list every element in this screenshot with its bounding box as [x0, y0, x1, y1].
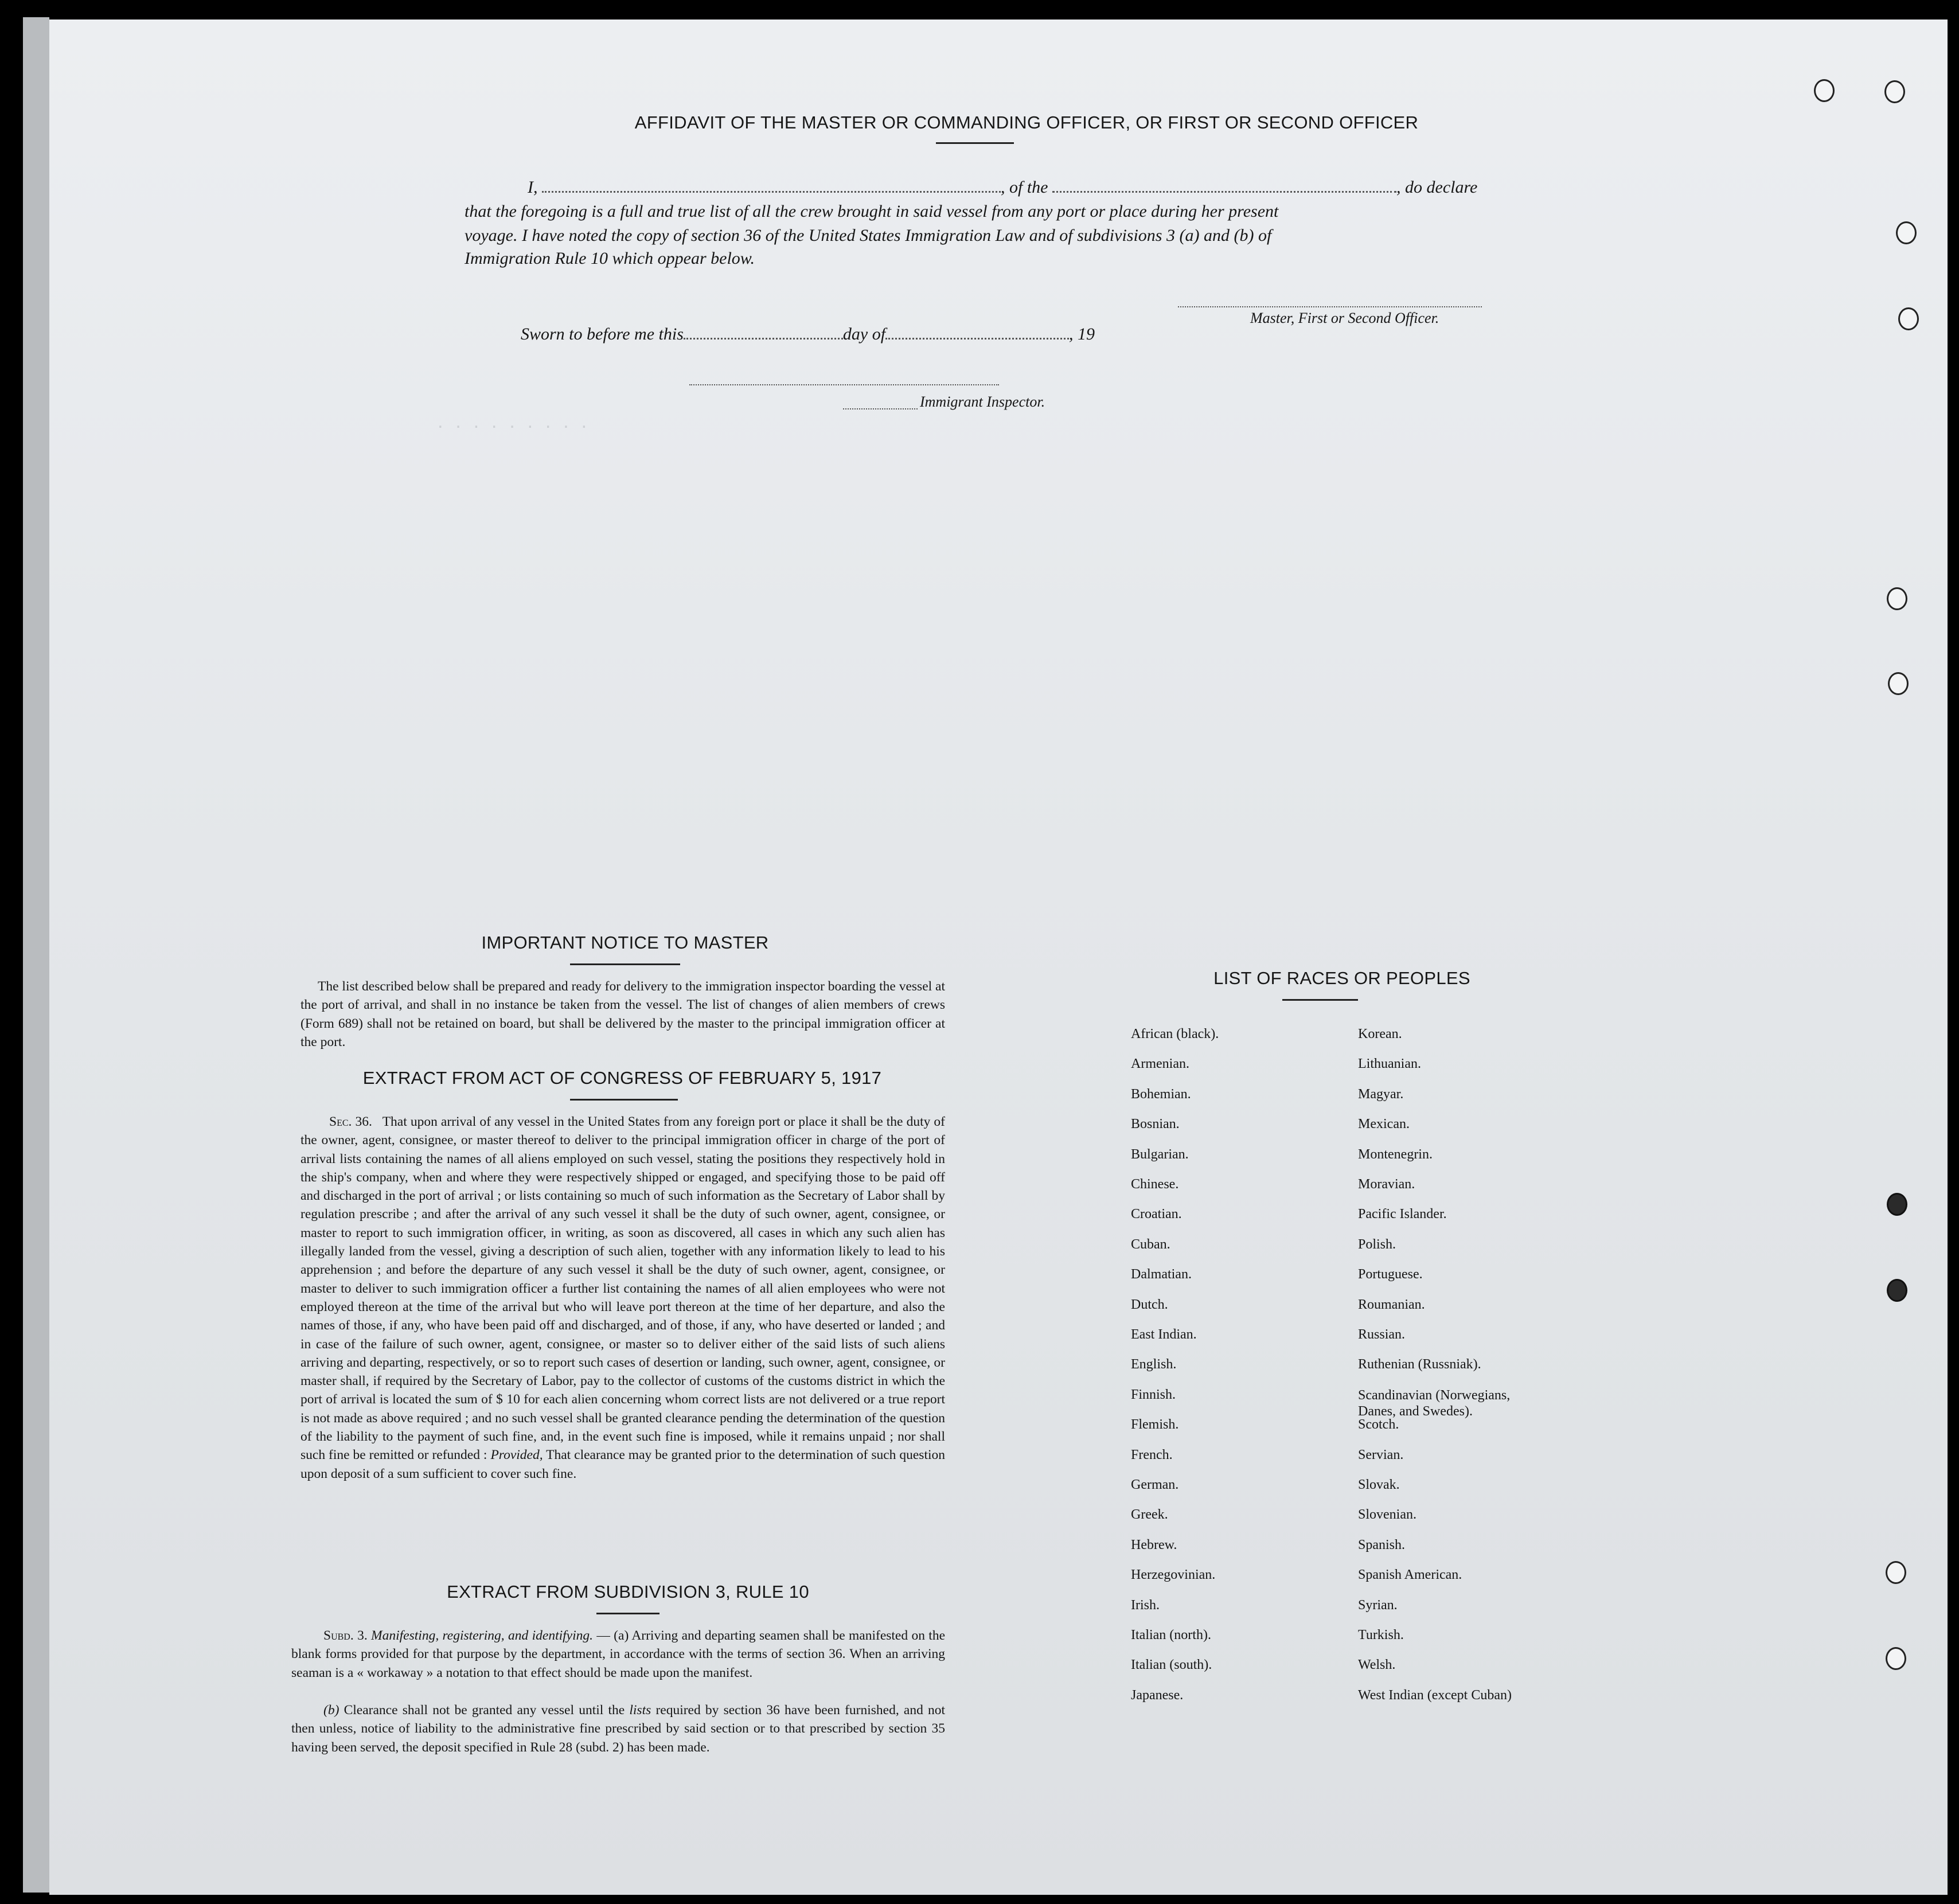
- vessel-blank: [1052, 191, 1396, 193]
- affidavit-line-3: voyage. I have noted the copy of section 36 of the United States Immigration Law and of subdivisions 3 (a) and (b) of: [465, 226, 1272, 245]
- rule-para-a: [291, 1626, 945, 1682]
- sworn-line: [521, 325, 1095, 344]
- race-item: Bulgarian.: [1131, 1146, 1189, 1162]
- race-item: Greek.: [1131, 1507, 1168, 1523]
- race-item: Montenegrin.: [1358, 1146, 1433, 1162]
- race-item: Bosnian.: [1131, 1117, 1180, 1132]
- rule-para-b: [291, 1701, 945, 1757]
- race-item: Dutch.: [1131, 1297, 1168, 1312]
- master-signature-line: [1178, 306, 1482, 307]
- affidavit-of-the: , of the: [1001, 178, 1048, 197]
- race-item: Russian.: [1358, 1327, 1406, 1342]
- races-right-column: [1358, 1027, 1610, 1715]
- binding-edge: [23, 17, 49, 1893]
- para-b-label: (b): [323, 1703, 339, 1718]
- race-item: French.: [1131, 1447, 1173, 1462]
- race-item: Spanish American.: [1358, 1567, 1462, 1583]
- affidavit-line-1: [528, 178, 1477, 197]
- year-text: , 19: [1069, 325, 1095, 344]
- provided-text: That clearance may be granted prior to the determination of such question upon deposit of a sum sufficient to cover such fine.: [301, 1447, 946, 1481]
- subd-heading: Manifesting, registering, and identifying.: [371, 1628, 593, 1643]
- notice-underline: [570, 963, 680, 965]
- race-item: Magyar.: [1358, 1086, 1404, 1102]
- master-signature-label: Master, First or Second Officer.: [1250, 310, 1439, 326]
- inspector-signature-label: Immigrant Inspector.: [920, 393, 1045, 410]
- day-blank: [684, 338, 843, 340]
- race-item: Portuguese.: [1358, 1267, 1423, 1282]
- punch-hole: [1887, 1279, 1907, 1302]
- act-text: [301, 1113, 945, 1483]
- para-b-lists: lists: [629, 1703, 651, 1718]
- race-item: Herzegovinian.: [1131, 1567, 1216, 1583]
- rule-underline: [596, 1613, 659, 1614]
- race-item: Cuban.: [1131, 1236, 1170, 1252]
- subd-label: Subd. 3.: [323, 1628, 368, 1643]
- punch-hole: [1886, 1647, 1906, 1670]
- race-item: Welsh.: [1358, 1657, 1396, 1673]
- punch-hole: [1814, 79, 1835, 102]
- race-item: Servian.: [1358, 1447, 1404, 1462]
- act-underline: [570, 1099, 678, 1101]
- race-item: Hebrew.: [1131, 1537, 1177, 1552]
- race-item: Korean.: [1358, 1027, 1402, 1041]
- race-item: Lithuanian.: [1358, 1056, 1421, 1072]
- notice-title: IMPORTANT NOTICE TO MASTER: [481, 933, 769, 953]
- race-item: Spanish.: [1358, 1537, 1406, 1552]
- race-item: Polish.: [1358, 1236, 1396, 1252]
- race-item: Italian (south).: [1131, 1657, 1212, 1673]
- races-underline: [1282, 999, 1358, 1001]
- race-item: Croatian.: [1131, 1207, 1182, 1222]
- race-item: East Indian.: [1131, 1327, 1197, 1342]
- punch-hole: [1886, 1561, 1906, 1584]
- sec-label: Sec. 36.: [329, 1114, 372, 1129]
- race-item: Finnish.: [1131, 1387, 1176, 1402]
- punch-hole: [1896, 221, 1917, 244]
- race-item: Bohemian.: [1131, 1086, 1191, 1102]
- races-title: LIST OF RACES OR PEOPLES: [1213, 968, 1470, 988]
- race-item: Irish.: [1131, 1597, 1160, 1613]
- race-item: Roumanian.: [1358, 1297, 1425, 1312]
- race-item: African (black).: [1131, 1027, 1219, 1041]
- sec-36-text: That upon arrival of any vessel in the United States from any foreign port or place it shall be the duty of the owner, agent, consignee, or master thereof to deliver to the principal immigration officer in charge of the port of arrival lists containing the names of all aliens employed on such vessel, stating the positions they respectively hold in the ship's company, when and where they were respectively shipped or engaged, and specifying those to be paid off and discharged in the port of arrival ; or lists containing so much of such information as the Secretary of Labor shall by regulation prescribe ; and after the arrival of any such vessel it shall be the duty of such owner, agent, consignee, or master to report to such immigration officer, in writing, as soon as discovered, all cases in which any such alien has illegally landed from the vessel, giving a description of such alien, together with any information likely to lead to his apprehension ; and before the departure of any such vessel it shall be the duty of such owner, agent, consignee, or master to deliver to such immigration officer a further list containing the names of all alien employees who were not employed thereon at the time of the arrival but who will leave port thereon at the time of her departure, and also the names of those, if any, who have been paid off and discharged, and of those, if any, who have deserted or landed ; and in case of the failure of such owner, agent, consignee, or master so to deliver either of the said lists of such aliens arriving and departing, respectively, or so to report such cases of desertion or landing, such owner, agent, consignee, or master shall, if required by the Secretary of Labor, pay to the collector of customs of the customs district in which the port of arrival is located the sum of $ 10 for each alien concerning whom correct lists are not delivered or a true report is not made as above required ; and no such vessel shall be granted clearance pending the determination of the question of the liability to the payment of such fine, and, in the event such fine is imposed, while it remains unpaid ; nor shall such fine be remitted or refunded :: [301, 1114, 946, 1463]
- race-item: Ruthenian (Russniak).: [1358, 1357, 1481, 1372]
- rule-title: EXTRACT FROM SUBDIVISION 3, RULE 10: [447, 1582, 809, 1602]
- affidavit-line-4: Immigration Rule 10 which oppear below.: [465, 249, 755, 268]
- name-blank: [542, 191, 1001, 193]
- race-item: Pacific Islander.: [1358, 1207, 1447, 1222]
- para-b-post: required by section 36 have been furnished, and not then unless, notice of liability to the administrative fine prescribed by said section or to that prescribed by section 35 having been served, the deposit specified in Rule 28 (subd. 2) has been made.: [291, 1703, 946, 1755]
- punch-hole: [1884, 80, 1905, 103]
- punch-hole: [1898, 307, 1919, 330]
- race-item: Moravian.: [1358, 1177, 1415, 1192]
- race-item: Scotch.: [1358, 1417, 1399, 1433]
- races-left-column: [1131, 1027, 1349, 1715]
- para-b-pre: Clearance shall not be granted any vessel until the: [344, 1703, 625, 1718]
- race-item: Dalmatian.: [1131, 1267, 1192, 1282]
- race-item: Japanese.: [1131, 1687, 1184, 1703]
- race-item: Scandinavian (Norwegians, Danes, and Swedes).: [1358, 1387, 1511, 1419]
- race-item: Mexican.: [1358, 1117, 1410, 1132]
- race-item: German.: [1131, 1477, 1179, 1492]
- race-item: Italian (north).: [1131, 1628, 1211, 1642]
- affidavit-line-2: that the foregoing is a full and true list of all the crew brought in said vessel from any port or place during her present: [465, 202, 1279, 221]
- race-item: Chinese.: [1131, 1177, 1179, 1192]
- punch-hole: [1887, 1193, 1907, 1216]
- inspector-short-line: [843, 408, 918, 409]
- race-item: Armenian.: [1131, 1056, 1189, 1072]
- subd-para-a: — (a) Arriving and departing seamen shall be manifested on the blank forms provided for that purpose by the department, in accordance with the terms of section 36. When an arriving seaman is a « workaway » a notation to that effect should be made upon the manifest.: [291, 1628, 946, 1680]
- affidavit-declare: , do declare: [1396, 178, 1478, 197]
- race-item: English.: [1131, 1357, 1177, 1372]
- day-of-text: day of: [842, 325, 886, 344]
- punch-hole: [1888, 672, 1909, 695]
- title-underline: [936, 142, 1014, 144]
- sworn-text: Sworn to before me this: [521, 325, 684, 344]
- affidavit-title: AFFIDAVIT OF THE MASTER OR COMMANDING OFFICER, OR FIRST OR SECOND OFFICER: [634, 112, 1419, 132]
- month-blank: [885, 338, 1069, 340]
- race-item: Turkish.: [1358, 1628, 1404, 1642]
- affidavit-i: I,: [528, 178, 538, 197]
- race-item: Flemish.: [1131, 1417, 1179, 1433]
- punch-hole: [1887, 587, 1907, 610]
- paper-sheet: [49, 19, 1948, 1895]
- race-item: Slovak.: [1358, 1477, 1400, 1492]
- notice-text: The list described below shall be prepared and ready for delivery to the immigration inspector boarding the vessel at the port of arrival, and shall in no instance be taken from the vessel. The list of changes of alien members of crews (Form 689) shall not be retained on board, but shall be delivered by the master to the principal immigration officer at the port.: [301, 979, 945, 1049]
- race-item: West Indian (except Cuban): [1358, 1687, 1512, 1703]
- inspector-signature-line: [689, 384, 999, 385]
- provided-label: Provided,: [490, 1447, 543, 1463]
- bleed-through-text: · · · · · · · · ·: [436, 419, 589, 436]
- race-item: Slovenian.: [1358, 1507, 1416, 1523]
- act-title: EXTRACT FROM ACT OF CONGRESS OF FEBRUARY 5, 1917: [362, 1068, 882, 1088]
- race-item: Syrian.: [1358, 1597, 1398, 1613]
